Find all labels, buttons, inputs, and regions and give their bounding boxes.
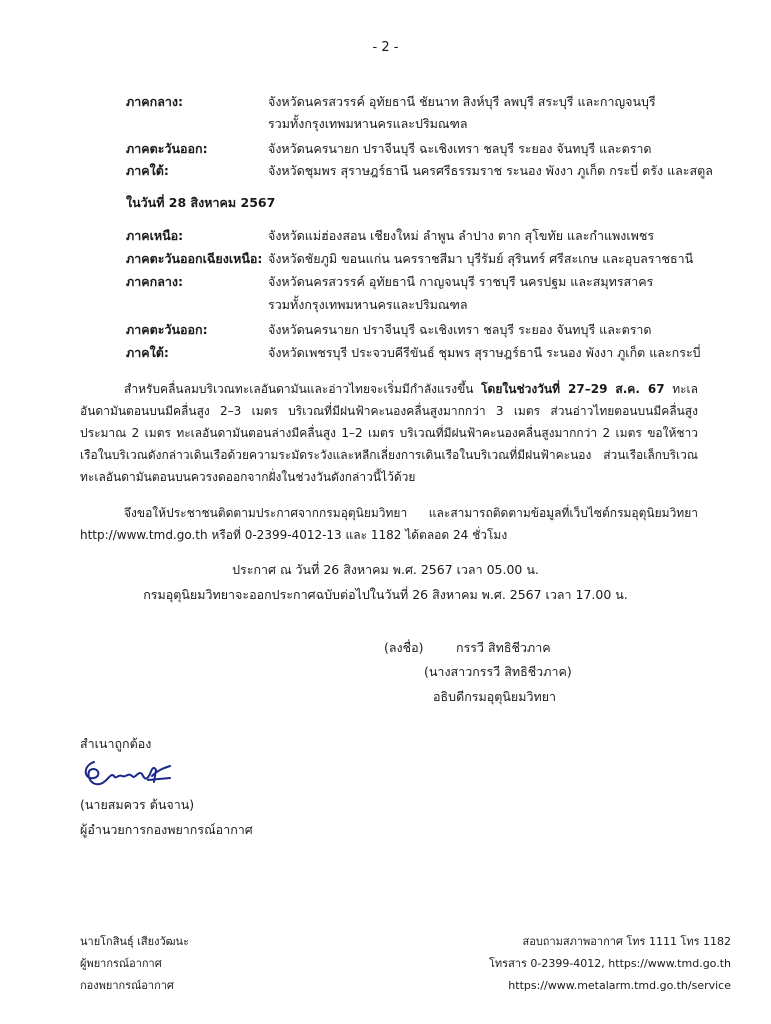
wave-paragraph-text: สำหรับคลื่นลมบริเวณทะเลอันดามันและอ่าวไทยจะเริ่มมีกำลังแรงขึ้น — [124, 382, 482, 396]
region-provinces: รวมทั้งกรุงเทพมหานครและปริมณฑล — [268, 116, 468, 131]
region-label: ภาคตะวันออก: — [126, 141, 208, 156]
announce-line: ประกาศ ณ วันที่ 26 สิงหาคม พ.ศ. 2567 เวลา 05.00 น. — [232, 562, 539, 577]
region-provinces: จังหวัดนครนายก ปราจีนบุรี ฉะเชิงเทรา ชลบุรี ระยอง จันทบุรี และตราด — [268, 322, 652, 337]
region-provinces: รวมทั้งกรุงเทพมหานครและปริมณฑล — [268, 297, 468, 312]
region-label: ภาคใต้: — [126, 345, 169, 360]
region-label: ภาคกลาง: — [126, 274, 183, 289]
wave-paragraph — [80, 378, 698, 488]
certified-copy-heading: สำเนาถูกต้อง — [80, 736, 152, 751]
region-provinces: จังหวัดชัยภูมิ ขอนแก่น นครราชสีมา บุรีรัมย์ สุรินทร์ ศรีสะเกษ และอุบลราชธานี — [268, 251, 694, 266]
certifier-name: (นายสมควร ต้นจาน) — [80, 797, 195, 812]
signer-full-name: (นางสาวกรรวี สิทธิชีวภาค) — [424, 664, 572, 679]
region-label: ภาคตะวันออก: — [126, 322, 208, 337]
footer-service-link[interactable]: https://www.metalarm.tmd.go.th/service — [508, 979, 731, 992]
region-provinces: จังหวัดชุมพร สุราษฎร์ธานี นครศรีธรรมราช ระนอง พังงา ภูเก็ต กระบี่ ตรัง และสตูล — [268, 163, 713, 178]
certifier-position: ผู้อำนวยการกองพยากรณ์อากาศ — [80, 822, 253, 837]
follow-paragraph: จึงขอให้ประชาชนติดตามประกาศจากกรมอุตุนิยมวิทยา และสามารถติดตามข้อมูลที่เว็บไซต์กรมอุตุนิยมวิทยา http://www.tmd.go.th หรือที่ 0-2399-4012-13 และ 1182 ได้ตลอด 24 ชั่วโมง — [80, 506, 698, 542]
footer-division: กองพยากรณ์อากาศ — [80, 979, 174, 992]
signed-label: (ลงชื่อ) — [384, 640, 424, 655]
signer-position: อธิบดีกรมอุตุนิยมวิทยา — [433, 689, 557, 704]
region-provinces: จังหวัดเพชรบุรี ประจวบคีรีขันธ์ ชุมพร สุราษฎร์ธานี ระนอง พังงา ภูเก็ต และกระบี่ — [268, 345, 701, 360]
region-label: ภาคใต้: — [126, 163, 169, 178]
wave-paragraph-highlight: โดยในช่วงวันที่ 27–29 ส.ค. 67 — [481, 382, 665, 396]
footer-contact-phone: สอบถามสภาพอากาศ โทร 1111 โทร 1182 — [522, 935, 731, 948]
region-provinces: จังหวัดแม่ฮ่องสอน เชียงใหม่ ลำพูน ลำปาง ตาก สุโขทัย และกำแพงเพชร — [268, 228, 655, 243]
footer-contact-fax: โทรสาร 0-2399-4012, https://www.tmd.go.th — [489, 957, 731, 970]
date-heading: ในวันที่ 28 สิงหาคม 2567 — [126, 195, 276, 210]
region-label: ภาคกลาง: — [126, 94, 183, 109]
next-announcement-line: กรมอุตุนิยมวิทยาจะออกประกาศฉบับต่อไปในวันที่ 26 สิงหาคม พ.ศ. 2567 เวลา 17.00 น. — [143, 587, 628, 602]
wave-paragraph-text: ทะเลอันดามันตอนบนมีคลื่นสูง 2–3 เมตร บริเวณที่มีฝนฟ้าคะนองคลื่นสูงมากกว่า 3 เมตร ส่วนอ่าวไทยตอนบนมีคลื่นสูงประมาณ 2 เมตร ทะเลอันดามันตอนล่างมีคลื่นสูง 1–2 เมตร บริเวณที่มีฝนฟ้าคะนองคลื่นสูงมากกว่า 2 เมตร ขอให้ชาวเรือในบริเวณดังกล่าวเดินเรือด้วยความระมัดระวังและหลีกเลี่ยงการเดินเรือในบริเวณที่มีฝนฟ้าคะนอง ส่วนเรือเล็กบริเวณทะเลอันดามันตอนบนควรงดออกจากฝั่งในช่วงวันดังกล่าวนี้ไว้ด้วย — [80, 382, 699, 484]
handwritten-signature — [80, 756, 175, 792]
footer-forecaster-title: ผู้พยากรณ์อากาศ — [80, 957, 162, 970]
region-provinces: จังหวัดนครนายก ปราจีนบุรี ฉะเชิงเทรา ชลบุรี ระยอง จันทบุรี และตราด — [268, 141, 652, 156]
footer-forecaster-name: นายโกสินธุ์ เสียงวัฒนะ — [80, 935, 189, 948]
region-label: ภาคตะวันออกเฉียงเหนือ: — [126, 251, 263, 266]
region-provinces: จังหวัดนครสวรรค์ อุทัยธานี กาญจนบุรี ราชบุรี นครปฐม และสมุทรสาคร — [268, 274, 654, 289]
page-number: - 2 - — [372, 40, 399, 55]
region-label: ภาคเหนือ: — [126, 228, 184, 243]
region-provinces: จังหวัดนครสวรรค์ อุทัยธานี ชัยนาท สิงห์บุรี ลพบุรี สระบุรี และกาญจนบุรี — [268, 94, 656, 109]
signed-name: กรรวี สิทธิชีวภาค — [456, 640, 551, 655]
